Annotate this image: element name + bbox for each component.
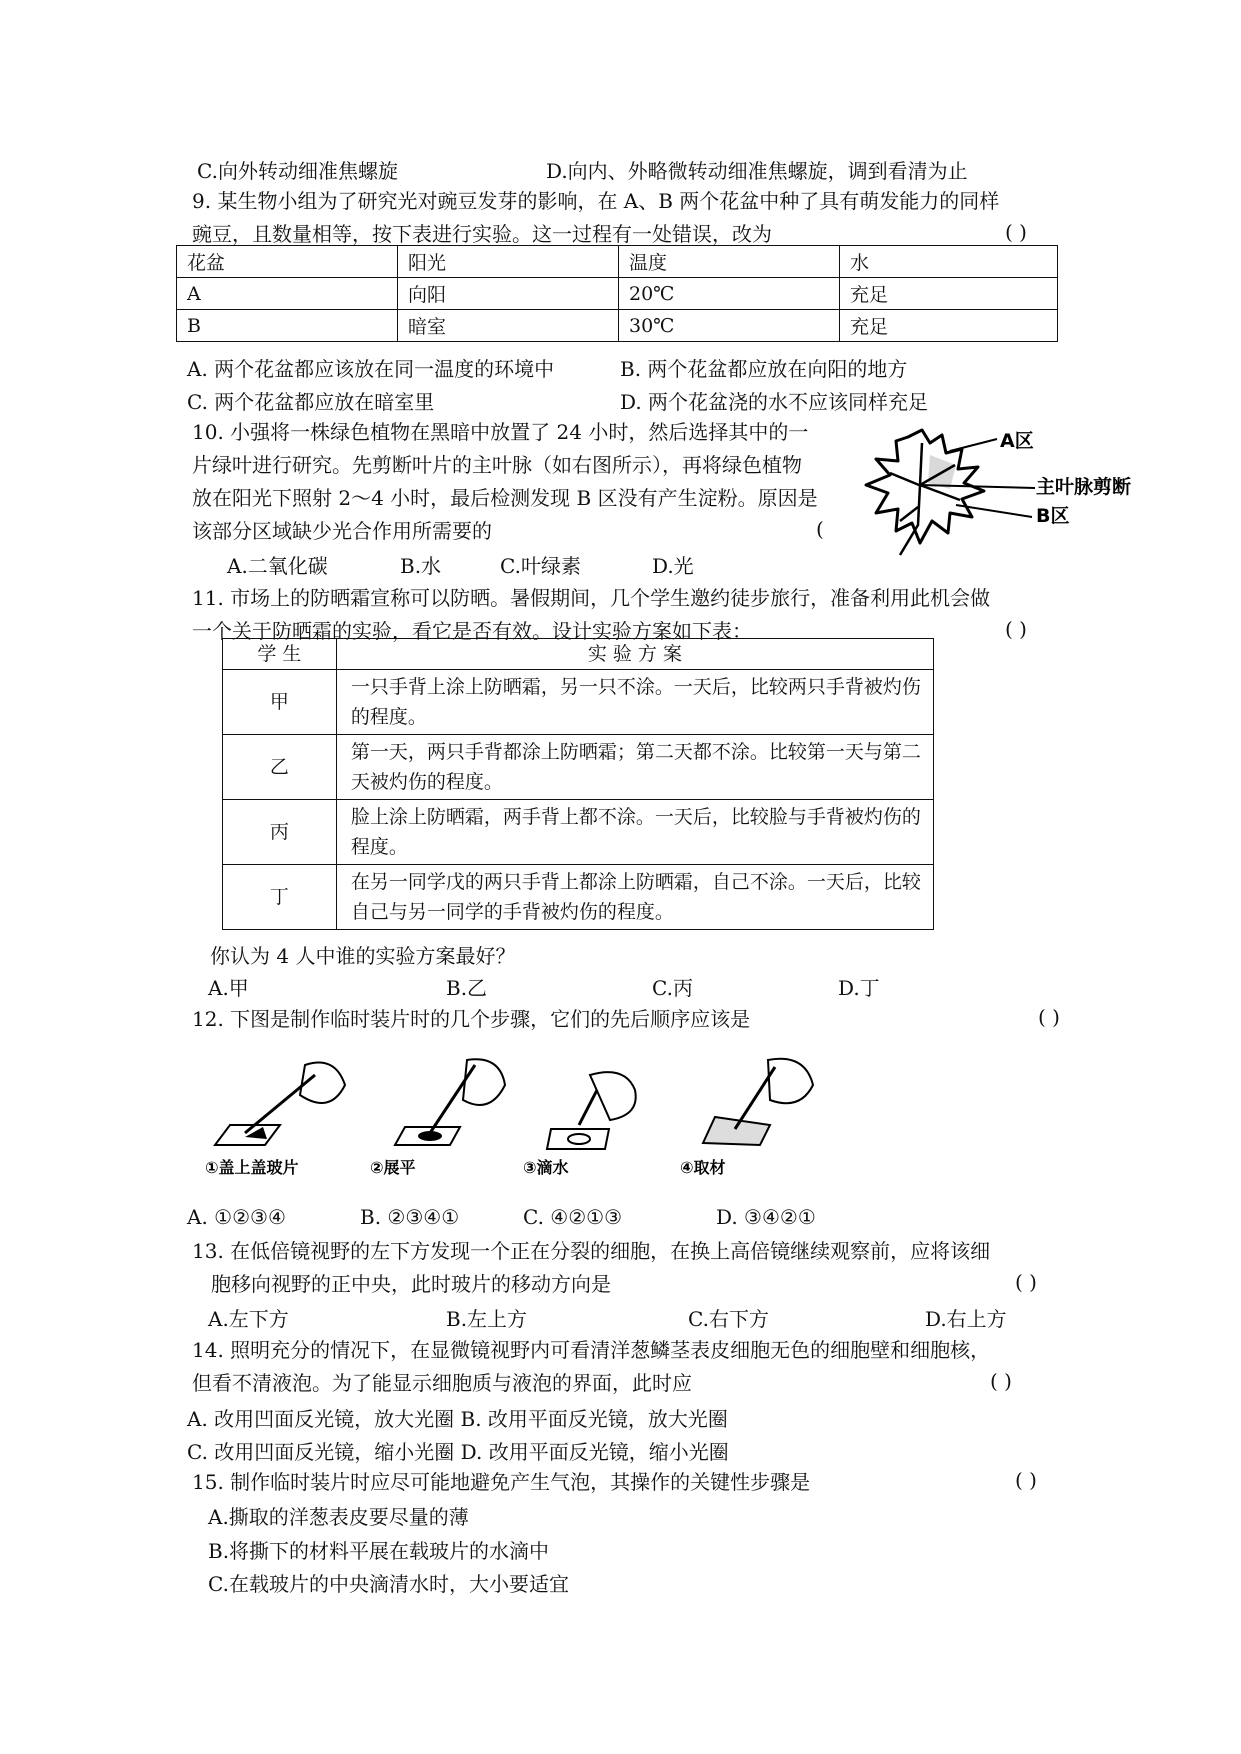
q13-option-d: D.右上方: [925, 1307, 1007, 1331]
q10-stem-line2: 片绿叶进行研究。先剪断叶片的主叶脉（如右图所示），再将绿色植物: [192, 453, 802, 477]
q10-option-c: C.叶绿素: [500, 554, 581, 578]
step3-drawing: [547, 1072, 636, 1149]
q11-table: [222, 638, 934, 930]
step-label: ④取材: [680, 1158, 726, 1177]
q10-stem-line4: 该部分区域缺少光合作用所需要的: [192, 519, 492, 543]
q15-option-a: A.撕取的洋葱表皮要尽量的薄: [208, 1505, 469, 1529]
q14-answer-blank: ( ): [990, 1369, 1012, 1393]
q12-option-b: B. ②③④①: [360, 1205, 460, 1229]
q9-option-d: D. 两个花盆浇的水不应该同样充足: [620, 390, 929, 414]
table-cell: 脸上涂上防晒霜，两手背上都不涂。一天后，比较脸与手背被灼伤的程度。: [336, 800, 933, 865]
table-cell: 在另一同学戊的两只手背上都涂上防晒霜，自己不涂。一天后，比较自己与另一同学的手背被灼伤的程度。: [336, 865, 933, 930]
q13-stem-line1: 13. 在低倍镜视野的左下方发现一个正在分裂的细胞，在换上高倍镜继续观察前，应将该细: [192, 1239, 991, 1263]
q10-option-b: B.水: [400, 554, 442, 578]
q12-option-d: D. ③④②①: [716, 1205, 816, 1229]
q11-option-c: C.丙: [652, 976, 693, 1000]
slide-steps-figure: [205, 1045, 870, 1180]
q10-option-a: A.二氧化碳: [227, 554, 328, 578]
q15-stem: 15. 制作临时装片时应尽可能地避免产生气泡，其操作的关键性步骤是: [192, 1470, 811, 1494]
q15-option-c: C.在载玻片的中央滴清水时，大小要适宜: [208, 1572, 569, 1596]
table-header-cell: 花盆: [177, 246, 398, 278]
q12-option-a: A. ①②③④: [187, 1205, 286, 1229]
table-header-row: [223, 639, 934, 670]
q8-option-d: D.向内、外略微转动细准焦螺旋，调到看清为止: [546, 159, 968, 183]
q15-option-b: B.将撕下的材料平展在载玻片的水滴中: [208, 1539, 550, 1563]
table-row: [177, 310, 1058, 342]
q12-stem: 12. 下图是制作临时装片时的几个步骤，它们的先后顺序应该是: [192, 1007, 751, 1031]
table-row: [177, 278, 1058, 310]
q11-question: 你认为 4 人中谁的实验方案最好？: [210, 944, 516, 968]
step-label: ③滴水: [523, 1158, 569, 1177]
table-cell: 甲: [223, 670, 337, 735]
q11-option-d: D.丁: [838, 976, 880, 1000]
table-row: [223, 735, 934, 800]
q11-option-b: B.乙: [446, 976, 488, 1000]
q13-option-c: C.右下方: [688, 1307, 769, 1331]
table-cell: 丙: [223, 800, 337, 865]
q14-stem-line2: 但看不清液泡。为了能显示细胞质与液泡的界面，此时应: [192, 1371, 692, 1395]
q9-answer-blank: ( ): [1005, 220, 1027, 244]
q10-stem-line1: 10. 小强将一株绿色植物在黑暗中放置了 24 小时，然后选择其中的一: [192, 420, 809, 444]
q13-answer-blank: ( ): [1015, 1270, 1037, 1294]
q13-stem-line2: 胞移向视野的正中央，此时玻片的移动方向是: [211, 1272, 611, 1296]
table-header-cell: 学 生: [223, 639, 337, 670]
table-cell: 乙: [223, 735, 337, 800]
q9-option-a: A. 两个花盆都应该放在同一温度的环境中: [187, 357, 555, 381]
q11-stem-line2: 一个关于防晒霜的实验，看它是否有效。设计实验方案如下表：: [192, 619, 752, 643]
q8-option-c: C.向外转动细准焦螺旋: [197, 159, 398, 183]
table-cell: 充足: [840, 310, 1058, 342]
table-cell: B: [177, 310, 398, 342]
leaf-figure: [860, 425, 1140, 560]
leaf-label-cut: 主叶脉剪断: [1036, 476, 1132, 498]
step2-drawing: [395, 1059, 505, 1145]
table-cell: 第一天，两只手背都涂上防晒霜；第二天都不涂。比较第一天与第二天被灼伤的程度。: [336, 735, 933, 800]
q14-stem-line1: 14. 照明充分的情况下，在显微镜视野内可看清洋葱鳞茎表皮细胞无色的细胞壁和细胞核，: [192, 1338, 991, 1362]
q13-option-b: B.左上方: [446, 1307, 528, 1331]
table-row: [223, 800, 934, 865]
q9-table: [176, 245, 1058, 342]
leaf-label-a: A区: [1000, 430, 1034, 452]
q13-option-a: A.左下方: [208, 1307, 289, 1331]
q11-answer-blank: ( ): [1005, 617, 1027, 641]
q15-answer-blank: ( ): [1015, 1468, 1037, 1492]
table-cell: 充足: [840, 278, 1058, 310]
step4-drawing: [703, 1059, 813, 1145]
table-cell: 一只手背上涂上防晒霜，另一只不涂。一天后，比较两只手背被灼伤的程度。: [336, 670, 933, 735]
table-header-cell: 实 验 方 案: [336, 639, 933, 670]
q11-stem-line1: 11. 市场上的防晒霜宣称可以防晒。暑假期间，几个学生邀约徒步旅行，准备利用此机会做: [192, 586, 991, 610]
q10-option-d: D.光: [652, 554, 694, 578]
step-label: ②展平: [370, 1158, 416, 1177]
q10-stem-line3: 放在阳光下照射 2～4 小时，最后检测发现 B 区没有产生淀粉。原因是: [192, 486, 818, 510]
table-cell: A: [177, 278, 398, 310]
q9-stem-line1: 9. 某生物小组为了研究光对豌豆发芽的影响，在 A、B 两个花盆中种了具有萌发能力的同样: [192, 189, 1000, 213]
leaf-label-b: B区: [1036, 505, 1070, 527]
table-cell: 向阳: [398, 278, 619, 310]
table-row: [223, 865, 934, 930]
table-header-cell: 水: [840, 246, 1058, 278]
table-cell: 暗室: [398, 310, 619, 342]
table-cell: 30℃: [619, 310, 840, 342]
q12-answer-blank: ( ): [1038, 1005, 1060, 1029]
q9-option-b: B. 两个花盆都应放在向阳的地方: [620, 357, 908, 381]
table-cell: 丁: [223, 865, 337, 930]
table-header-cell: 温度: [619, 246, 840, 278]
step1-drawing: [215, 1063, 345, 1146]
q9-stem-line2: 豌豆，且数量相等，按下表进行实验。这一过程有一处错误，改为: [192, 222, 772, 246]
table-header-cell: 阳光: [398, 246, 619, 278]
q14-options-ab: A. 改用凹面反光镜，放大光圈 B. 改用平面反光镜，放大光圈: [187, 1407, 728, 1431]
q11-option-a: A.甲: [208, 976, 249, 1000]
q12-option-c: C. ④②①③: [523, 1205, 623, 1229]
q14-options-cd: C. 改用凹面反光镜，缩小光圈 D. 改用平面反光镜，缩小光圈: [187, 1440, 729, 1464]
step-label: ①盖上盖玻片: [205, 1158, 299, 1177]
table-row: [223, 670, 934, 735]
table-cell: 20℃: [619, 278, 840, 310]
q10-answer-blank: (: [816, 517, 824, 541]
q9-option-c: C. 两个花盆都应放在暗室里: [187, 390, 435, 414]
table-header-row: [177, 246, 1058, 278]
